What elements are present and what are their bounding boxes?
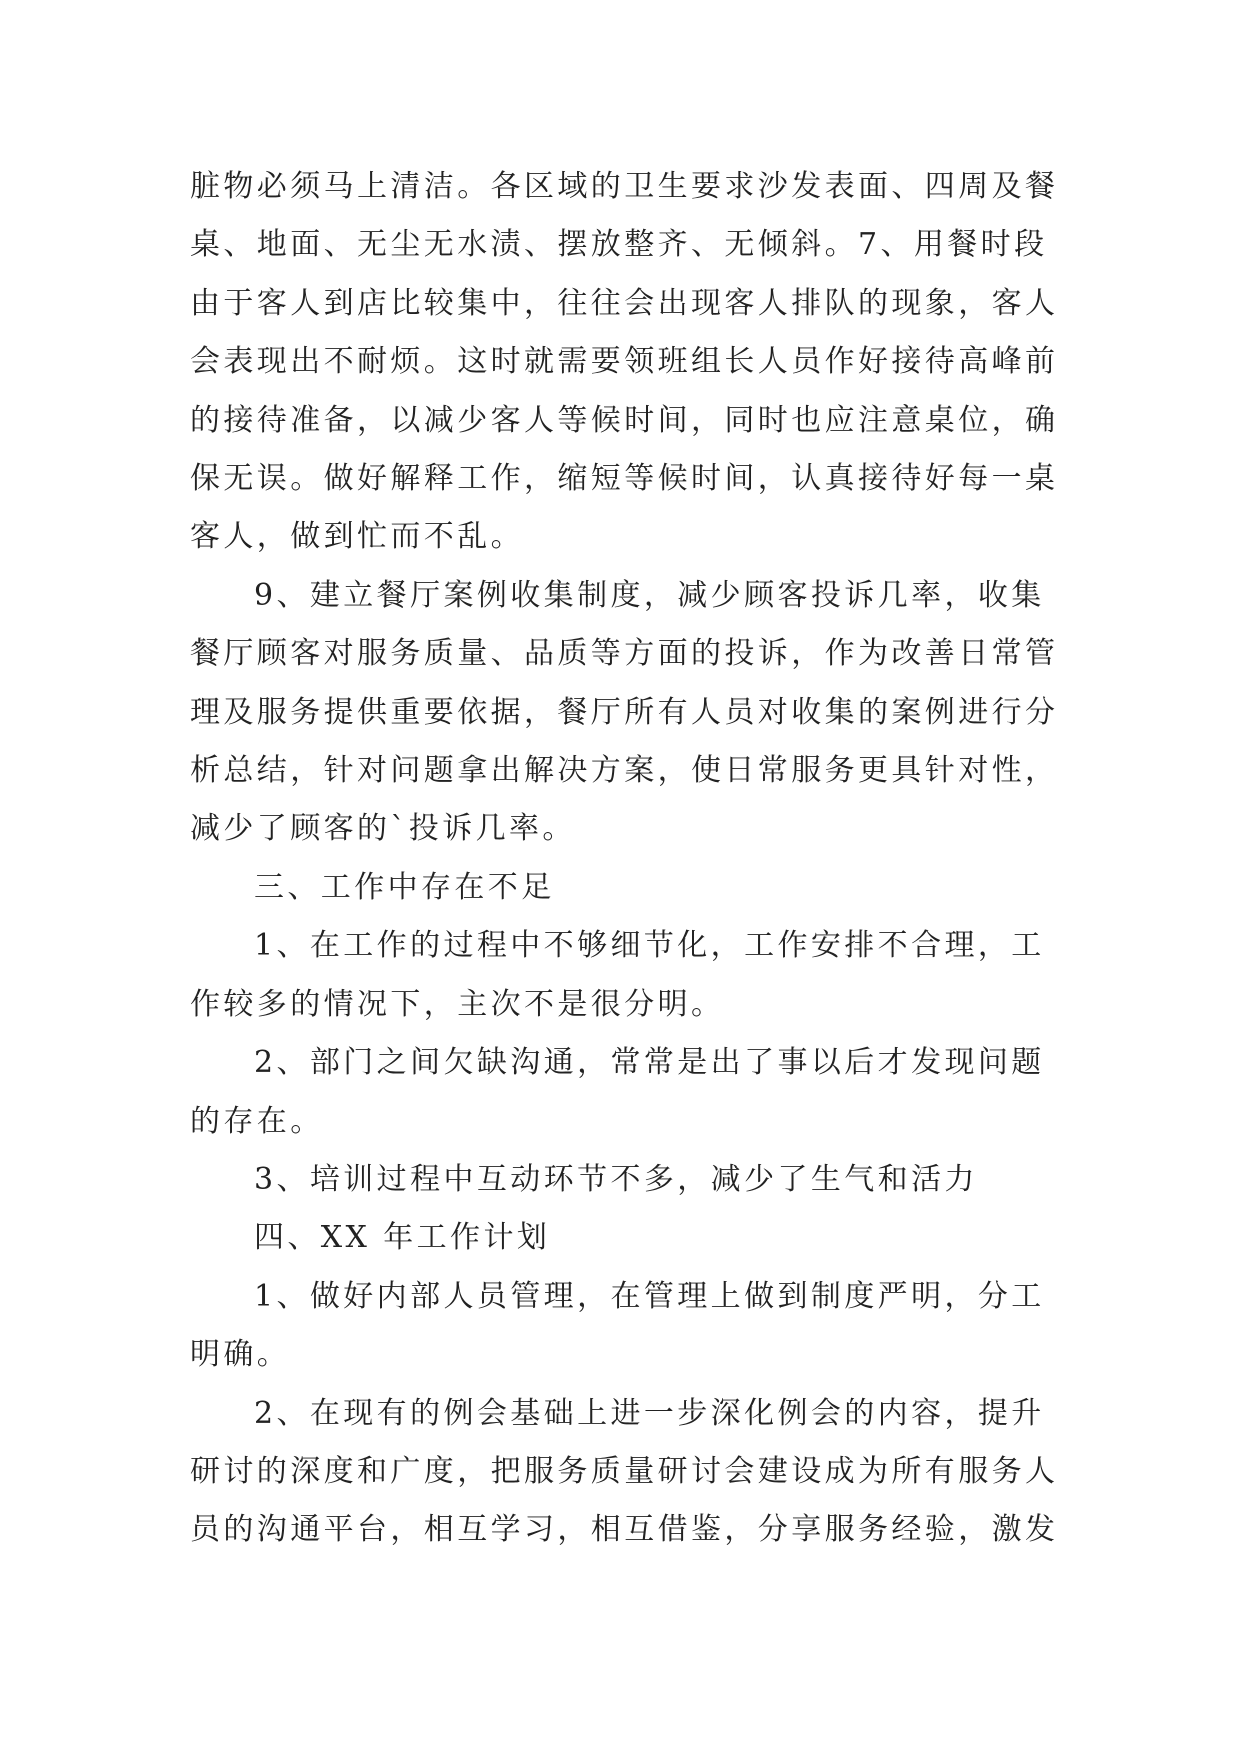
text-line: 的存在。 xyxy=(190,1103,324,1139)
text-line: 明确。 xyxy=(190,1337,291,1373)
text-line: 脏物必须马上清洁。各区域的卫生要求沙发表面、四周及餐 xyxy=(190,169,1059,204)
text-line: 减少了顾客的`投诉几率。 xyxy=(190,811,576,847)
text-line: 9、建立餐厅案例收集制度，减少顾客投诉几率，收集 xyxy=(254,577,1045,613)
paragraph-plan-1 xyxy=(190,1268,1070,1385)
text-line: 1、在工作的过程中不够细节化，工作安排不合理，工 xyxy=(254,928,1045,964)
text-line: 桌、地面、无尘无水渍、摆放整齐、无倾斜。7、用餐时段 xyxy=(190,227,1048,263)
paragraph-shortcoming-3 xyxy=(190,1151,1070,1209)
document-body xyxy=(190,158,1070,1560)
text-line: 2、在现有的例会基础上进一步深化例会的内容，提升 xyxy=(254,1395,1045,1431)
section-heading-shortcomings xyxy=(190,859,1070,917)
text-line: 1、做好内部人员管理，在管理上做到制度严明，分工 xyxy=(254,1278,1045,1314)
text-line: 的接待准备，以减少客人等候时间，同时也应注意桌位，确 xyxy=(190,402,1059,438)
text-line: 员的沟通平台，相互学习，相互借鉴，分享服务经验，激发 xyxy=(190,1512,1059,1548)
paragraph-hygiene-and-peak-service xyxy=(190,158,1070,567)
text-line: 三、工作中存在不足 xyxy=(254,869,555,905)
text-line: 3、培训过程中互动环节不多，减少了生气和活力 xyxy=(254,1161,978,1197)
paragraph-plan-2 xyxy=(190,1385,1070,1560)
text-line: 由于客人到店比较集中，往往会出现客人排队的现象，客人 xyxy=(190,285,1059,321)
paragraph-shortcoming-1 xyxy=(190,917,1070,1034)
text-line: 餐厅顾客对服务质量、品质等方面的投诉，作为改善日常管 xyxy=(190,636,1059,672)
text-line: 保无误。做好解释工作，缩短等候时间，认真接待好每一桌 xyxy=(190,461,1059,497)
text-line: 作较多的情况下，主次不是很分明。 xyxy=(190,986,725,1022)
text-line: 研讨的深度和广度，把服务质量研讨会建设成为所有服务人 xyxy=(190,1453,1059,1489)
paragraph-shortcoming-2 xyxy=(190,1034,1070,1151)
text-line: 2、部门之间欠缺沟通，常常是出了事以后才发现问题 xyxy=(254,1045,1045,1081)
text-line: 四、XX 年工作计划 xyxy=(254,1220,551,1256)
text-line: 析总结，针对问题拿出解决方案，使日常服务更具针对性， xyxy=(190,753,1059,789)
text-line: 客人，做到忙而不乱。 xyxy=(190,519,524,555)
section-heading-work-plan xyxy=(190,1209,1070,1267)
paragraph-item-9-case-collection xyxy=(190,567,1070,859)
text-line: 理及服务提供重要依据，餐厅所有人员对收集的案例进行分 xyxy=(190,694,1059,730)
text-line: 会表现出不耐烦。这时就需要领班组长人员作好接待高峰前 xyxy=(190,344,1059,380)
